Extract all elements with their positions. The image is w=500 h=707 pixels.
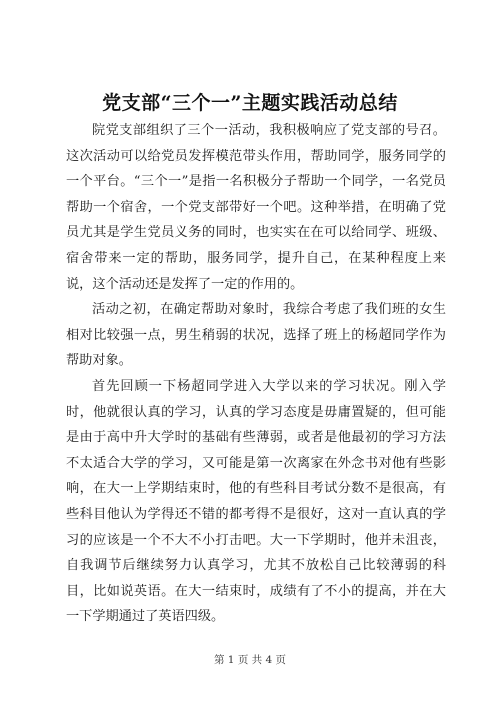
- paragraph-2: 活动之初，在确定帮助对象时，我综合考虑了我们班的女生相对比较强一点，男生稍弱的状况，选择了班上的杨超同学作为帮助对象。: [66, 302, 446, 369]
- document-title: 党支部“三个一”主题实践活动总结: [102, 92, 398, 114]
- paragraph-1: 院党支部组织了三个一活动，我积极响应了党支部的号召。这次活动可以给党员发挥模范带头作用，帮助同学，服务同学的一个平台。“三个一”是指一名积极分子帮助一个同学，一名党员帮助一个宿舍，一个党支部带好一个吧。这种举措，在明确了党员尤其是学生党员义务的同时，也实实在在可以给同学、班级、宿舍带来一定的帮助，服务同学，提升自己，在某种程度上来说，这个活动还是发挥了一定的作用的。: [66, 123, 446, 292]
- page-number-footer: 第 1 页 共 4 页: [213, 654, 287, 666]
- document-body: [66, 118, 446, 630]
- paragraph-3: 首先回顾一下杨超同学进入大学以来的学习状况。刚入学时，他就很认真的学习，认真的学习态度是毋庸置疑的，但可能是由于高中升大学时的基础有些薄弱，或者是他最初的学习方法不太适合大学的学习，又可能是第一次离家在外念书对他有些影响，在大一上学期结束时，他的有些科目考试分数不是很高，有些科目他认为学得还不错的都考得不是很好，这对一直认真的学习的应该是一个不大不小打击吧。大一下学期时，他并未沮丧，自我调节后继续努力认真学习，尤其不放松自己比较薄弱的科目，比如说英语。在大一结束时，成绩有了不小的提高，并在大一下学期通过了英语四级。: [66, 378, 446, 625]
